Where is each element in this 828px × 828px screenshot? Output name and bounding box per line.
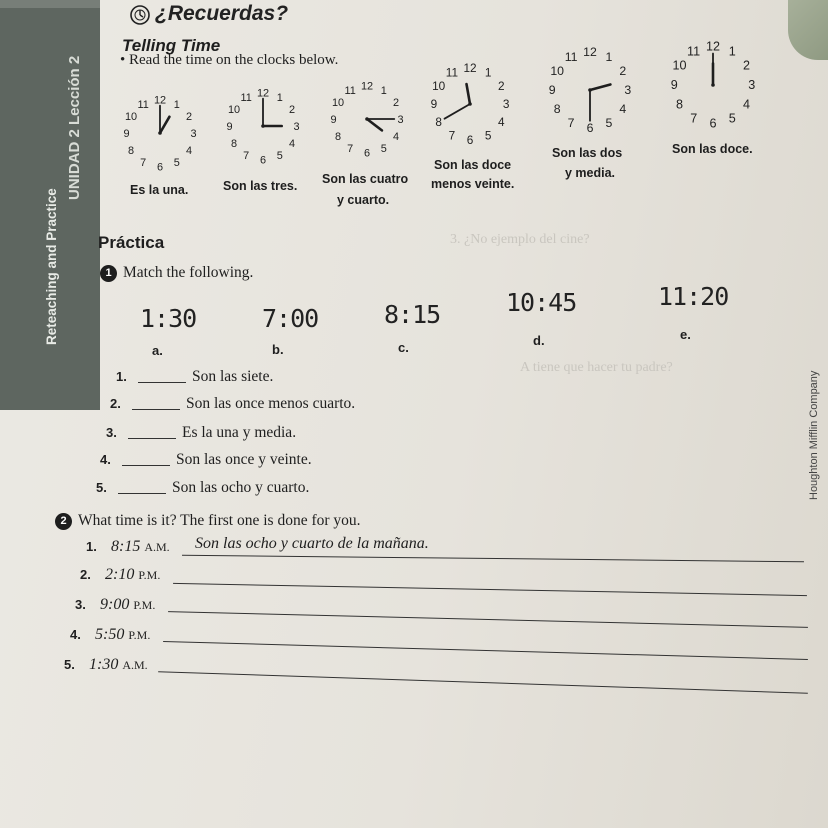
time-item [86,538,170,556]
answer-blank[interactable] [118,493,166,494]
clock-numeral: 7 [567,115,575,130]
item-number: 3. [106,425,117,440]
item-number: 4. [70,627,81,642]
item-ampm: A.M. [122,658,148,672]
clock-numeral: 9 [548,83,556,97]
clock-numeral: 1 [276,92,283,104]
clock-numeral: 8 [334,130,342,143]
analog-clock [215,85,311,167]
bleed-through-text: 3. ¿No ejemplo del cine? [450,232,590,247]
clock-numeral: 6 [156,161,164,174]
clock-caption: Son las doce [434,158,512,172]
option-letter: d. [533,333,545,348]
clock-numeral: 12 [583,45,597,60]
question-number: 1 [100,265,117,282]
digital-time: 11:20 [658,282,729,311]
clock-numeral: 1 [173,99,180,111]
clock-numeral: 11 [240,92,252,104]
clock-numeral: 10 [672,58,687,73]
item-ampm: P.M. [128,628,151,642]
clock-numeral: 8 [675,97,684,112]
clock-numeral: 12 [153,94,167,107]
clock-numeral: 1 [380,85,387,97]
clock-numeral: 5 [380,143,387,155]
analog-clock [112,92,208,174]
item-text: Es la una y media. [182,424,297,441]
item-time: 8:15 [111,538,141,555]
clock-numeral: 8 [553,101,561,116]
item-time: 2:10 [105,566,135,583]
clock-numeral: 12 [705,39,721,54]
clock-numeral: 3 [502,97,510,111]
item-text: Son las siete. [192,368,274,385]
digital-time: 8:15 [384,300,441,329]
item-number: 1. [116,369,127,384]
clock-numeral: 2 [498,78,505,93]
sidebar [0,0,100,410]
answer-line[interactable] [163,641,808,660]
clock-numeral: 7 [243,150,250,162]
answer-blank[interactable] [128,438,176,439]
clock-numeral: 4 [742,97,751,112]
clock-numeral: 8 [127,144,135,157]
item-ampm: A.M. [144,540,170,554]
item-text: Son las once y veinte. [176,451,312,468]
answer-line[interactable] [182,555,804,563]
bleed-through-text: A tiene que hacer tu padre? [520,360,673,375]
hour-hand [467,84,471,104]
clock-numeral: 7 [690,111,698,126]
analog-clock [660,38,766,132]
clock-numeral: 7 [347,143,354,155]
clock-numeral: 1 [484,65,492,80]
sidebar-unit-label: UNIDAD 2 Lección 2 [66,55,83,200]
publisher-credit: Houghton Mifflin Company [808,370,820,500]
clock-center [261,124,265,128]
question-1 [100,264,253,282]
item-time: 5:50 [95,626,125,643]
option-letter: b. [272,342,284,357]
clock-caption: Son las dos [552,146,623,160]
item-number: 2. [80,567,91,582]
answer-blank[interactable] [132,409,180,410]
written-answer: Son las ocho y cuarto de la mañana. [195,535,429,552]
clock-numeral: 10 [432,78,446,93]
item-number: 2. [110,396,121,411]
clock-numeral: 3 [748,78,756,92]
option-letter: e. [680,327,691,342]
match-item [116,368,273,386]
clock-caption: y cuarto. [337,193,390,207]
option-letter: c. [398,340,409,355]
sidebar-practice-label: Reteaching and Practice [44,188,59,345]
clock-center [468,102,472,106]
time-item [75,596,155,614]
clock-numeral: 10 [124,111,138,124]
clock-numeral: 11 [687,44,701,59]
clock-numeral: 2 [288,104,296,117]
hour-hand [160,117,169,133]
answer-blank[interactable] [122,465,170,466]
hour-hand [590,85,610,91]
clock-numeral: 5 [605,115,613,130]
item-number: 1. [86,539,97,554]
clock-caption: menos veinte. [431,177,515,191]
clock-numeral: 6 [259,154,267,167]
hour-hand [367,119,382,130]
clock-numeral: 9 [430,97,438,111]
telling-time-title: Telling Time [122,36,221,55]
item-time: 9:00 [100,596,130,613]
clock-numeral: 7 [140,157,147,169]
clock-numeral: 4 [392,130,400,143]
answer-line[interactable] [168,611,808,628]
minute-hand [445,104,471,119]
match-item [100,451,312,469]
match-item [110,395,355,413]
clock-numeral: 10 [550,64,565,79]
option-letter: a. [152,343,163,358]
book-corner [788,0,828,60]
clock-numeral: 5 [728,111,736,126]
clock-numeral: 2 [185,111,193,124]
answer-blank[interactable] [138,382,186,383]
item-ampm: P.M. [138,568,161,582]
clock-caption: Es la una. [130,183,189,197]
analog-clock [420,60,520,148]
clock-numeral: 9 [123,128,130,140]
clock-numeral: 10 [227,104,241,117]
clock-numeral: 4 [619,101,627,116]
clock-numeral: 4 [498,115,505,130]
clock-caption: y media. [565,166,616,180]
clock-caption: Son las tres. [223,179,298,193]
clock-numeral: 12 [360,80,374,93]
item-number: 3. [75,597,86,612]
clock-numeral: 4 [185,144,193,157]
clock-numeral: 12 [463,60,477,75]
clock-icon [128,4,152,26]
item-number: 5. [64,657,75,672]
clock-caption: Son las doce. [672,142,753,156]
clock-numeral: 8 [230,137,238,150]
clock-numeral: 1 [605,50,613,65]
item-number: 4. [100,452,111,467]
clock-numeral: 3 [190,128,197,140]
analog-clock [537,44,643,136]
clock-numeral: 10 [331,97,345,110]
clock-center [158,131,162,135]
answer-line[interactable] [158,671,808,694]
clock-caption: Son las cuatro [322,172,409,186]
clock-numeral: 9 [670,78,678,92]
time-item [70,626,150,644]
question-1-instruction: Match the following. [123,264,254,281]
match-item [96,479,309,497]
clock-center [365,117,369,121]
question-number: 2 [55,513,72,530]
telling-time-instruction: • Read the time on the clocks below. [120,52,339,68]
answer-line[interactable] [173,583,807,596]
item-time: 1:30 [89,656,119,673]
clock-center [711,83,715,87]
clock-numeral: 11 [137,99,149,111]
analog-clock [318,78,416,160]
clock-numeral: 9 [330,114,337,126]
question-2-instruction: What time is it? The first one is done for you. [78,512,361,529]
sidebar-band [0,0,100,8]
item-number: 5. [96,480,107,495]
clock-numeral: 12 [256,87,270,100]
time-item [80,566,160,584]
clock-numeral: 3 [293,121,300,133]
clock-numeral: 6 [466,133,474,148]
clock-numeral: 11 [445,65,459,80]
clock-numeral: 11 [344,85,356,97]
clock-numeral: 2 [742,58,751,73]
digital-time: 1:30 [140,304,197,333]
clock-numeral: 1 [728,44,736,59]
clock-numeral: 9 [226,121,233,133]
item-ampm: P.M. [133,598,156,612]
digital-time: 7:00 [262,304,319,333]
digital-time: 10:45 [506,288,577,317]
clock-numeral: 4 [288,137,296,150]
clock-numeral: 5 [276,150,283,162]
clock-numeral: 3 [397,114,404,126]
item-text: Son las once menos cuarto. [186,395,356,412]
clock-center [588,88,592,92]
clock-numeral: 7 [448,128,456,143]
clock-numeral: 6 [586,120,594,135]
time-item [64,656,148,674]
clock-numeral: 8 [435,115,442,130]
clock-numeral: 3 [624,83,632,97]
recuerdas-title: ¿Recuerdas? [155,2,289,25]
practica-title: Práctica [98,233,165,252]
question-2 [55,512,361,530]
clock-numeral: 11 [564,50,578,65]
clock-numeral: 6 [363,147,371,160]
item-text: Son las ocho y cuarto. [172,479,310,496]
clock-numeral: 6 [709,116,717,131]
clock-numeral: 2 [619,64,627,79]
clock-numeral: 5 [484,128,492,143]
match-item [106,424,296,442]
clock-numeral: 2 [392,97,400,110]
clock-numeral: 5 [173,157,180,169]
